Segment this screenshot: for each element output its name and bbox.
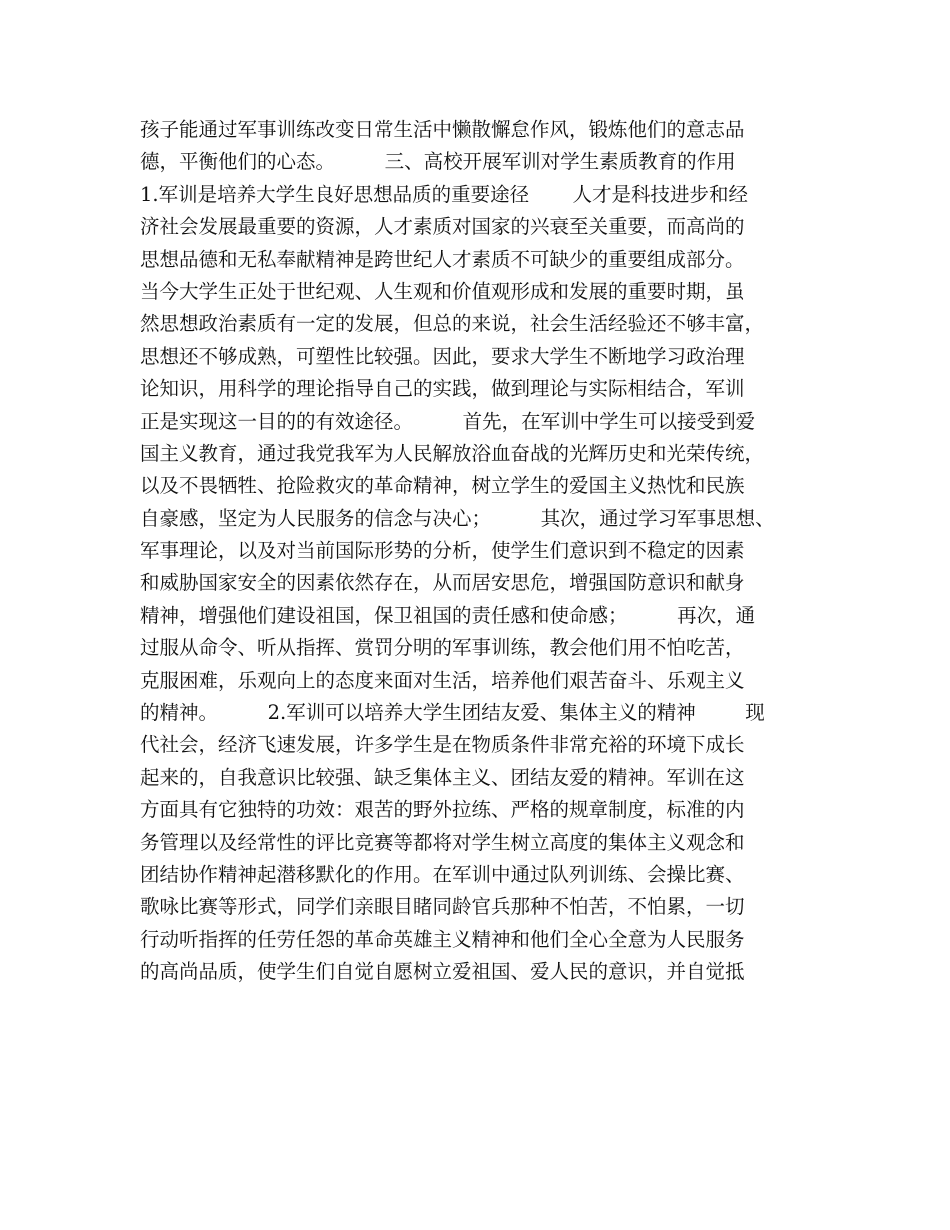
text-line: 然思想政治素质有一定的发展，但总的来说，社会生活经验还不够丰富， — [140, 312, 765, 336]
text-line: 以及不畏牺牲、抢险救灾的革命精神，树立学生的爱国主义热忱和民族 — [140, 474, 745, 498]
text-line: 1.军训是培养大学生良好思想品质的重要途径 人才是科技进步和经 — [140, 182, 748, 206]
text-line: 代社会，经济飞速发展，许多学生是在物质条件非常充裕的环境下成长 — [140, 733, 745, 757]
text-line: 过服从命令、听从指挥、赏罚分明的军事训练，教会他们用不怕吃苦， — [140, 636, 745, 660]
text-line: 孩子能通过军事训练改变日常生活中懒散懈怠作风，锻炼他们的意志品 — [140, 118, 745, 141]
text-line: 军事理论，以及对当前国际形势的分析，使学生们意识到不稳定的因素 — [140, 539, 745, 563]
text-line: 和威胁国家安全的因素依然存在，从而居安思危，增强国防意识和献身 — [140, 571, 745, 595]
text-line: 济社会发展最重要的资源，人才素质对国家的兴衰至关重要，而高尚的 — [140, 215, 745, 239]
text-line: 自豪感，坚定为人民服务的信念与决心； 其次，通过学习军事思想、 — [140, 506, 775, 530]
text-line: 思想品德和无私奉献精神是跨世纪人才素质不可缺少的重要组成部分。 — [140, 247, 745, 271]
text-line: 团结协作精神起潜移默化的作用。在军训中通过队列训练、会操比赛、 — [140, 862, 745, 886]
text-line: 方面具有它独特的功效：艰苦的野外拉练、严格的规章制度，标准的内 — [140, 798, 745, 822]
text-line: 正是实现这一目的的有效途径。 首先，在军训中学生可以接受到爱 — [140, 409, 756, 433]
text-line: 国主义教育，通过我党我军为人民解放浴血奋战的光辉历史和光荣传统， — [140, 441, 765, 465]
text-line: 当今大学生正处于世纪观、人生观和价值观形成和发展的重要时期，虽 — [140, 279, 745, 303]
text-line: 起来的，自我意识比较强、缺乏集体主义、团结友爱的精神。军训在这 — [140, 765, 745, 789]
text-line: 思想还不够成熟，可塑性比较强。因此，要求大学生不断地学习政治理 — [140, 344, 745, 368]
text-line: 克服困难，乐观向上的态度来面对生活，培养他们艰苦奋斗、乐观主义 — [140, 668, 745, 692]
text-line: 歌咏比赛等形式，同学们亲眼目睹同龄官兵那种不怕苦，不怕累，一切 — [140, 895, 745, 919]
body-text — [140, 114, 830, 989]
text-line: 的精神。 2.军训可以培养大学生团结友爱、集体主义的精神 现 — [140, 701, 765, 725]
text-line: 精神，增强他们建设祖国，保卫祖国的责任感和使命感； 再次，通 — [140, 603, 756, 627]
text-line: 论知识，用科学的理论指导自己的实践，做到理论与实际相结合，军训 — [140, 377, 745, 401]
text-line: 务管理以及经常性的评比竞赛等都将对学生树立高度的集体主义观念和 — [140, 830, 745, 854]
text-line: 行动听指挥的任劳任怨的革命英雄主义精神和他们全心全意为人民服务 — [140, 927, 745, 951]
text-line: 的高尚品质，使学生们自觉自愿树立爱祖国、爱人民的意识，并自觉抵 — [140, 960, 745, 984]
text-line: 德，平衡他们的心态。 三、高校开展军训对学生素质教育的作用 — [140, 150, 736, 174]
